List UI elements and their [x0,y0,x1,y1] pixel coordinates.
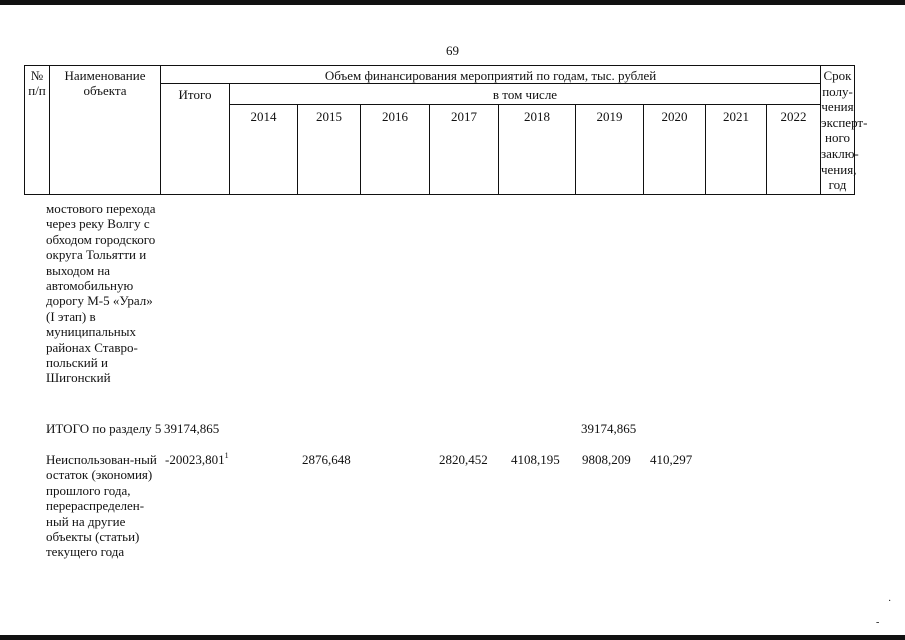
row-unused-remainder-2017: 2820,452 [439,452,488,467]
header-year-2016: 2016 [382,109,408,124]
row-section-total-2019: 39174,865 [581,421,637,436]
bottom-border-rule [0,635,905,640]
header-including: в том числе [492,87,558,102]
header-year-2015: 2015 [316,109,342,124]
row-unused-remainder-2019: 9808,209 [582,452,631,467]
header-year-2021: 2021 [723,109,749,124]
row-unused-remainder-2018: 4108,195 [511,452,560,467]
row-unused-remainder-2015: 2876,648 [302,452,351,467]
footnote-mark: 1 [224,451,229,460]
row-unused-remainder-label: Неиспользован-ный остаток (экономия) прошлого года, перераспределен-ный на другие объекты (статьи) текущего года [46,452,157,560]
header-funding-group: Объем финансирования мероприятий по годам, тыс. рублей [324,68,657,83]
row-object-name: мостового перехода через реку Волгу с обходом городского округа Тольятти и выходом на автомобильную дорогу М-5 «Урал» (I этап) в муниципальных районах Ставро-польский и Шигонский [46,201,156,386]
scan-speck: - [876,617,880,628]
row-unused-remainder-2020: 410,297 [650,452,693,467]
header-year-2019: 2019 [596,109,623,124]
header-year-2018: 2018 [524,109,550,124]
header-year-2022: 2022 [780,109,807,124]
header-name-col: Наименование объекта [64,68,146,98]
header-deadline-col: Срок полу- чения эксперт- ного заклю- чения, год [821,68,868,193]
header-num-col: № п/п [28,68,46,98]
row-unused-remainder-total: -20023,801$^1$ [165,451,229,467]
scan-speck: · [888,596,892,607]
header-year-2014: 2014 [250,109,277,124]
row-section-total-label: ИТОГО по разделу 5 [46,421,162,436]
row-section-total-sum: 39174,865 [164,421,220,436]
header-year-2020: 2020 [661,109,688,124]
page-number: 69 [446,43,459,58]
header-year-2017: 2017 [451,109,477,124]
header-total-col: Итого [178,87,212,102]
